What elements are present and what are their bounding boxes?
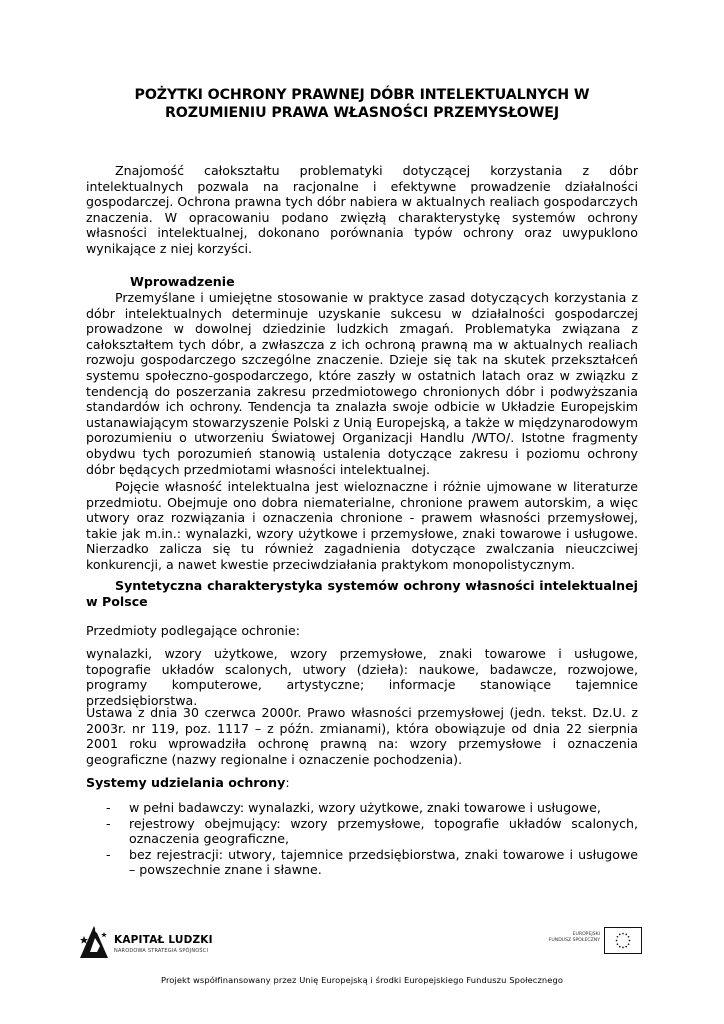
bullet-dash: - [106, 800, 111, 815]
introduction-paragraph-1 [86, 290, 638, 477]
bullet-dash: - [106, 815, 111, 831]
systems-label [86, 775, 638, 791]
kapital-ludzki-logo [78, 922, 218, 960]
kapital-ludzki-name: KAPITAŁ LUDZKI [114, 934, 213, 946]
efs-logo-line-1: EUROPEJSKI [572, 932, 600, 937]
eu-flag-icon [604, 927, 642, 954]
section-heading-introduction: Wprowadzenie [130, 274, 235, 289]
kapital-ludzki-subtitle: NARODOWA STRATEGIA SPÓJNOŚCI [114, 948, 209, 954]
kapital-ludzki-emblem-icon [78, 922, 110, 960]
introduction-paragraph-2-text: Pojęcie własność intelektualna jest wieloznaczne i różnie ujmowane w literaturze przedmiotu. Obejmuje ono dobra niematerialne, chronione prawem autorskim, a więc utwory oraz rozwiązania i oznaczenia chronione - prawem własności przemysłowej, takie jak m.in.: wynalazki, wzory użytkowe i przemysłowe, znaki towarowe i usługowe. Nierzadko zalicza się tu również zagadnienia dotyczące zwalczania nieuczciwej konkurencji, a nawet kwestie przeciwdziałania praktykom monopolistycznym. [86, 479, 638, 572]
law-paragraph: Ustawa z dnia 30 czerwca 2000r. Prawo własności przemysłowej (jedn. tekst. Dz.U. z 2003r. nr 119, poz. 1117 – z późn. zmianami), która obowiązuje od dnia 22 sierpnia 2001 roku wprowadziła ochronę prawną na: wzory przemysłowe i oznaczenia geograficzne (nazwy regionalne i oznaczenie pochodzenia). [86, 705, 638, 767]
efs-logo-text [540, 932, 600, 944]
section-heading-systems [86, 578, 638, 609]
subjects-list: wynalazki, wzory użytkowe, wzory przemysłowe, znaki towarowe i usługowe, topografie układów scalonych, utwory (dzieła): naukowe, badawcze, rozwojowe, programy komputerowe, artystyczne; informacje stanowiące tajemnice przedsiębiorstwa. [86, 646, 638, 708]
list-item [86, 847, 638, 878]
document-title: POŻYTKI OCHRONY PRAWNEJ DÓBR INTELEKTUALNYCH W ROZUMIENIU PRAWA WŁASNOŚCI PRZEMYSŁOWEJ [134, 87, 590, 121]
section-heading-systems-text: Syntetyczna charakterystyka systemów ochrony własności intelektualnej w Polsce [86, 578, 638, 609]
list-item-text: rejestrowy obejmujący: wzory przemysłowe, topografie układów scalonych, oznaczenia geograficzne, [129, 815, 638, 847]
systems-list [86, 800, 638, 878]
list-item-text: bez rejestracji: utwory, tajemnice przedsiębiorstwa, znaki towarowe i usługowe – powszechnie znane i sławne. [129, 846, 638, 878]
list-item [86, 816, 638, 847]
introduction-paragraph-1-text: Przemyślane i umiejętne stosowanie w praktyce zasad dotyczących korzystania z dóbr intelektualnych determinuje uzyskanie sukcesu w działalności gospodarczej prowadzone w dowolnej dziedzinie ludzkich zmagań. Problematyka związana z całokształtem tych dóbr, a zwłaszcza z ich ochroną prawną ma w aktualnych realiach rozwoju gospodarczego szczególne znaczenie. Dzieje się tak na skutek przekształceń systemu społeczno-gospodarczego, które zaszły w ostatnich latach oraz w związku z tendencją do poszerzania zakresu przedmiotowego chronionych dóbr i podwyższania standardów ich ochrony. Tendencja ta znalazła swoje odbicie w Układzie Europejskim ustanawiającym stowarzyszenie Polski z Unią Europejską, a także w międzynarodowym porozumieniu o utworzeniu Światowej Organizacji Handlu /WTO/. Istotne fragmenty obydwu tych porozumień stanowią ustalenia dotyczące zakresu i poziomu ochrony dóbr będących przedmiotami własności intelektualnej. [86, 290, 638, 477]
systems-label-bold: Systemy udzielania ochrony [86, 775, 286, 790]
footer-cofinancing-note: Projekt współfinansowany przez Unię Europejską i środki Europejskiego Funduszu Społecznego [160, 975, 564, 985]
efs-logo-line-2: FUNDUSZ SPOŁECZNY [548, 938, 600, 943]
bullet-dash: - [106, 846, 111, 862]
subjects-label: Przedmioty podlegające ochronie: [86, 623, 301, 638]
introduction-paragraph-2 [86, 479, 638, 573]
intro-paragraph [86, 163, 638, 257]
intro-text: Znajomość całokształtu problematyki dotyczącej korzystania z dóbr intelektualnych pozwala na racjonalne i efektywne prowadzenie działalności gospodarczej. Ochrona prawna tych dóbr nabiera w aktualnych realiach gospodarczych znaczenia. W opracowaniu podano zwięzłą charakterystykę systemów ochrony własności intelektualnej, dokonano porównania typów ochrony oraz uwypuklono wynikające z niej korzyści. [86, 163, 638, 256]
efs-logo [540, 926, 644, 956]
systems-label-colon: : [285, 775, 290, 790]
list-item-text: w pełni badawczy: wynalazki, wzory użytkowe, znaki towarowe i usługowe, [129, 800, 601, 815]
list-item [86, 800, 638, 816]
